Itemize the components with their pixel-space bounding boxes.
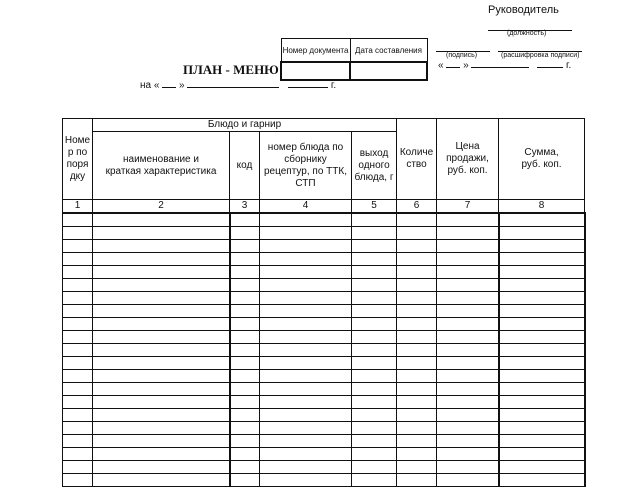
table-cell[interactable]	[230, 409, 260, 422]
table-cell[interactable]	[352, 396, 397, 409]
table-cell[interactable]	[397, 448, 437, 461]
table-cell[interactable]	[437, 318, 499, 331]
table-cell[interactable]	[63, 305, 93, 318]
header-name-text: наименование и краткая характеристика	[105, 153, 217, 177]
menu-date	[140, 80, 336, 91]
table-cell[interactable]	[499, 370, 585, 383]
col-number-6: 6	[397, 200, 437, 214]
table-cell[interactable]	[63, 253, 93, 266]
document-info-box	[280, 38, 428, 81]
table-cell[interactable]	[437, 266, 499, 279]
table-cell[interactable]	[260, 213, 352, 227]
table-cell[interactable]	[63, 227, 93, 240]
table-cell[interactable]	[397, 396, 437, 409]
table-cell[interactable]	[499, 318, 585, 331]
table-cell[interactable]	[397, 370, 437, 383]
table-cell[interactable]	[499, 213, 585, 227]
table-cell[interactable]	[397, 227, 437, 240]
menu-date-suffix: г.	[330, 80, 337, 91]
table-cell[interactable]	[230, 383, 260, 396]
table-cell[interactable]	[63, 331, 93, 344]
table-cell[interactable]	[260, 279, 352, 292]
table-cell[interactable]	[93, 227, 230, 240]
table-cell[interactable]	[352, 292, 397, 305]
table-cell[interactable]	[352, 435, 397, 448]
approval-date-close: »	[463, 60, 469, 71]
table-cell[interactable]	[93, 292, 230, 305]
table-cell[interactable]	[63, 344, 93, 357]
table-cell[interactable]	[260, 448, 352, 461]
table-cell[interactable]	[93, 448, 230, 461]
table-cell[interactable]	[352, 383, 397, 396]
table-cell[interactable]	[230, 461, 260, 474]
table-cell[interactable]	[260, 396, 352, 409]
header-recipe-text: номер блюда по сборнику рецептур, по ТТК, СТП	[264, 141, 347, 189]
header-name	[93, 132, 230, 200]
table-cell[interactable]	[437, 292, 499, 305]
table-cell[interactable]	[352, 461, 397, 474]
table-cell[interactable]	[260, 383, 352, 396]
table-cell[interactable]	[260, 370, 352, 383]
header-yield	[352, 132, 397, 200]
table-cell[interactable]	[499, 357, 585, 370]
table-cell[interactable]	[397, 292, 437, 305]
table-cell[interactable]	[499, 279, 585, 292]
table-cell[interactable]	[352, 318, 397, 331]
table-cell[interactable]	[63, 474, 93, 487]
table-cell[interactable]	[93, 422, 230, 435]
table-cell[interactable]	[437, 422, 499, 435]
table-cell[interactable]	[93, 474, 230, 487]
table-cell[interactable]	[499, 383, 585, 396]
table-cell[interactable]	[93, 318, 230, 331]
table-cell[interactable]	[397, 318, 437, 331]
approval-year-field[interactable]	[537, 67, 563, 68]
table-cell[interactable]	[63, 422, 93, 435]
table-cell[interactable]	[397, 422, 437, 435]
table-cell[interactable]	[63, 266, 93, 279]
table-cell[interactable]	[93, 409, 230, 422]
header-quantity	[397, 119, 437, 200]
table-cell[interactable]	[397, 213, 437, 227]
table-cell[interactable]	[397, 279, 437, 292]
table-cell[interactable]	[397, 383, 437, 396]
position-caption: (должность)	[507, 30, 547, 37]
table-cell[interactable]	[93, 305, 230, 318]
table-cell[interactable]	[63, 318, 93, 331]
table-cell[interactable]	[397, 435, 437, 448]
table-cell[interactable]	[352, 240, 397, 253]
table-cell[interactable]	[499, 227, 585, 240]
table-cell[interactable]	[499, 266, 585, 279]
table-cell[interactable]	[230, 396, 260, 409]
table-cell[interactable]	[437, 409, 499, 422]
table-cell[interactable]	[397, 305, 437, 318]
table-cell[interactable]	[499, 305, 585, 318]
table-cell[interactable]	[93, 240, 230, 253]
header-number	[63, 119, 93, 200]
col-number-4: 4	[260, 200, 352, 214]
table-cell[interactable]	[352, 266, 397, 279]
table-cell[interactable]	[63, 409, 93, 422]
col-number-7: 7	[437, 200, 499, 214]
table-cell[interactable]	[93, 396, 230, 409]
table-cell[interactable]	[93, 331, 230, 344]
approval-month-field[interactable]	[471, 67, 529, 68]
table-cell[interactable]	[499, 422, 585, 435]
table-cell[interactable]	[63, 279, 93, 292]
table-cell[interactable]	[352, 305, 397, 318]
table-row	[63, 227, 585, 240]
table-cell[interactable]	[260, 227, 352, 240]
table-cell[interactable]	[499, 240, 585, 253]
table-cell[interactable]	[260, 357, 352, 370]
table-cell[interactable]	[230, 292, 260, 305]
col-number-1: 1	[63, 200, 93, 214]
table-cell[interactable]	[499, 461, 585, 474]
menu-month-field[interactable]	[187, 87, 279, 88]
table-cell[interactable]	[352, 253, 397, 266]
table-cell[interactable]	[499, 396, 585, 409]
table-cell[interactable]	[499, 448, 585, 461]
table-cell[interactable]	[230, 370, 260, 383]
table-cell[interactable]	[230, 357, 260, 370]
approver-title: Руководитель	[488, 4, 559, 16]
table-cell[interactable]	[352, 409, 397, 422]
table-cell[interactable]	[352, 213, 397, 227]
table-row	[63, 422, 585, 435]
header-price	[437, 119, 499, 200]
table-cell[interactable]	[437, 474, 499, 487]
table-row	[63, 331, 585, 344]
doc-number-field[interactable]	[281, 62, 350, 80]
col-number-3: 3	[230, 200, 260, 214]
table-cell[interactable]	[397, 474, 437, 487]
table-cell[interactable]	[260, 344, 352, 357]
menu-year-field[interactable]	[288, 87, 328, 88]
table-cell[interactable]	[397, 357, 437, 370]
table-cell[interactable]	[352, 422, 397, 435]
menu-day-field[interactable]	[162, 87, 176, 88]
table-cell[interactable]	[437, 370, 499, 383]
col-number-5: 5	[352, 200, 397, 214]
table-cell[interactable]	[93, 253, 230, 266]
table-cell[interactable]	[63, 240, 93, 253]
table-cell[interactable]	[93, 357, 230, 370]
doc-date-field[interactable]	[350, 62, 427, 80]
menu-table	[62, 118, 586, 487]
table-cell[interactable]	[499, 474, 585, 487]
table-cell[interactable]	[230, 422, 260, 435]
table-cell[interactable]	[63, 396, 93, 409]
table-cell[interactable]	[230, 474, 260, 487]
table-cell[interactable]	[352, 474, 397, 487]
table-cell[interactable]	[260, 266, 352, 279]
table-cell[interactable]	[260, 292, 352, 305]
table-cell[interactable]	[230, 279, 260, 292]
table-cell[interactable]	[260, 318, 352, 331]
table-row	[63, 240, 585, 253]
table-row	[63, 370, 585, 383]
table-cell[interactable]	[93, 344, 230, 357]
page-title: ПЛАН - МЕНЮ	[183, 62, 279, 77]
table-cell[interactable]	[93, 266, 230, 279]
table-cell[interactable]	[63, 292, 93, 305]
header-sum-text: Сумма, руб. коп.	[521, 147, 562, 170]
table-cell[interactable]	[260, 331, 352, 344]
table-cell[interactable]	[437, 331, 499, 344]
header-quantity-text: Количество	[399, 147, 434, 170]
table-cell[interactable]	[352, 357, 397, 370]
header-dish-group: Блюдо и гарнир	[93, 119, 397, 132]
table-cell[interactable]	[260, 435, 352, 448]
col-number-2: 2	[93, 200, 230, 214]
table-cell[interactable]	[260, 409, 352, 422]
menu-date-prefix: на «	[140, 80, 160, 91]
table-cell[interactable]	[437, 240, 499, 253]
table-cell[interactable]	[230, 266, 260, 279]
table-cell[interactable]	[93, 383, 230, 396]
table-cell[interactable]	[437, 279, 499, 292]
table-cell[interactable]	[63, 461, 93, 474]
table-cell[interactable]	[230, 227, 260, 240]
table-cell[interactable]	[352, 370, 397, 383]
table-cell[interactable]	[230, 318, 260, 331]
table-cell[interactable]	[93, 213, 230, 227]
table-cell[interactable]	[499, 435, 585, 448]
header-yield-text: выход одного блюда, г	[354, 147, 394, 183]
table-cell[interactable]	[260, 305, 352, 318]
table-cell[interactable]	[437, 396, 499, 409]
approval-date-suffix: г.	[566, 60, 572, 71]
table-cell[interactable]	[397, 331, 437, 344]
menu-date-close: »	[179, 80, 185, 91]
table-cell[interactable]	[93, 461, 230, 474]
table-cell[interactable]	[352, 227, 397, 240]
table-cell[interactable]	[230, 213, 260, 227]
doc-number-header: Номер документа	[281, 39, 350, 63]
table-body	[63, 213, 585, 487]
table-cell[interactable]	[230, 331, 260, 344]
table-cell[interactable]	[260, 474, 352, 487]
header-number-text: Номер по порядку	[64, 135, 91, 182]
table-cell[interactable]	[437, 344, 499, 357]
table-cell[interactable]	[260, 253, 352, 266]
header-sum	[499, 119, 585, 200]
table-row	[63, 266, 585, 279]
decoding-caption: (расшифровка подписи)	[501, 52, 580, 59]
table-cell[interactable]	[499, 331, 585, 344]
approval-date	[438, 60, 571, 71]
table-cell[interactable]	[230, 253, 260, 266]
table-cell[interactable]	[437, 305, 499, 318]
table-cell[interactable]	[260, 240, 352, 253]
table-cell[interactable]	[499, 253, 585, 266]
table-cell[interactable]	[397, 253, 437, 266]
table-row	[63, 435, 585, 448]
approval-day-field[interactable]	[446, 67, 460, 68]
table-row	[63, 292, 585, 305]
table-cell[interactable]	[63, 213, 93, 227]
approval-date-open: «	[438, 60, 444, 71]
table-row	[63, 213, 585, 227]
table-cell[interactable]	[397, 409, 437, 422]
table-cell[interactable]	[397, 461, 437, 474]
table-cell[interactable]	[352, 279, 397, 292]
table-cell[interactable]	[93, 370, 230, 383]
table-row	[63, 253, 585, 266]
table-cell[interactable]	[437, 253, 499, 266]
table-cell[interactable]	[260, 422, 352, 435]
signature-caption: (подпись)	[446, 52, 478, 59]
header-code: код	[230, 132, 260, 200]
table-cell[interactable]	[437, 227, 499, 240]
table-row	[63, 318, 585, 331]
table-cell[interactable]	[230, 448, 260, 461]
table-cell[interactable]	[437, 461, 499, 474]
table-cell[interactable]	[93, 279, 230, 292]
table-cell[interactable]	[437, 383, 499, 396]
table-row	[63, 357, 585, 370]
table-cell[interactable]	[63, 448, 93, 461]
table-cell[interactable]	[63, 435, 93, 448]
table-cell[interactable]	[437, 213, 499, 227]
table-cell[interactable]	[63, 357, 93, 370]
table-cell[interactable]	[63, 383, 93, 396]
table-cell[interactable]	[437, 435, 499, 448]
table-row	[63, 279, 585, 292]
table-cell[interactable]	[397, 266, 437, 279]
table-row	[63, 396, 585, 409]
col-number-8: 8	[499, 200, 585, 214]
table-cell[interactable]	[499, 344, 585, 357]
table-cell[interactable]	[230, 344, 260, 357]
table-row	[63, 448, 585, 461]
table-row	[63, 344, 585, 357]
table-cell[interactable]	[260, 461, 352, 474]
table-cell[interactable]	[230, 435, 260, 448]
header-recipe	[260, 132, 352, 200]
table-row	[63, 409, 585, 422]
table-cell[interactable]	[230, 240, 260, 253]
table-row	[63, 305, 585, 318]
table-cell[interactable]	[437, 357, 499, 370]
table-cell[interactable]	[230, 305, 260, 318]
header-price-text: Цена продажи, руб. коп.	[446, 141, 489, 176]
table-row	[63, 383, 585, 396]
table-cell[interactable]	[352, 344, 397, 357]
table-cell[interactable]	[499, 409, 585, 422]
table-cell[interactable]	[63, 370, 93, 383]
table-cell[interactable]	[437, 448, 499, 461]
table-cell[interactable]	[499, 292, 585, 305]
table-cell[interactable]	[352, 331, 397, 344]
doc-date-header: Дата составления	[350, 39, 427, 63]
table-cell[interactable]	[352, 448, 397, 461]
table-cell[interactable]	[397, 344, 437, 357]
table-row	[63, 461, 585, 474]
table-cell[interactable]	[93, 435, 230, 448]
table-row	[63, 474, 585, 487]
table-cell[interactable]	[397, 240, 437, 253]
